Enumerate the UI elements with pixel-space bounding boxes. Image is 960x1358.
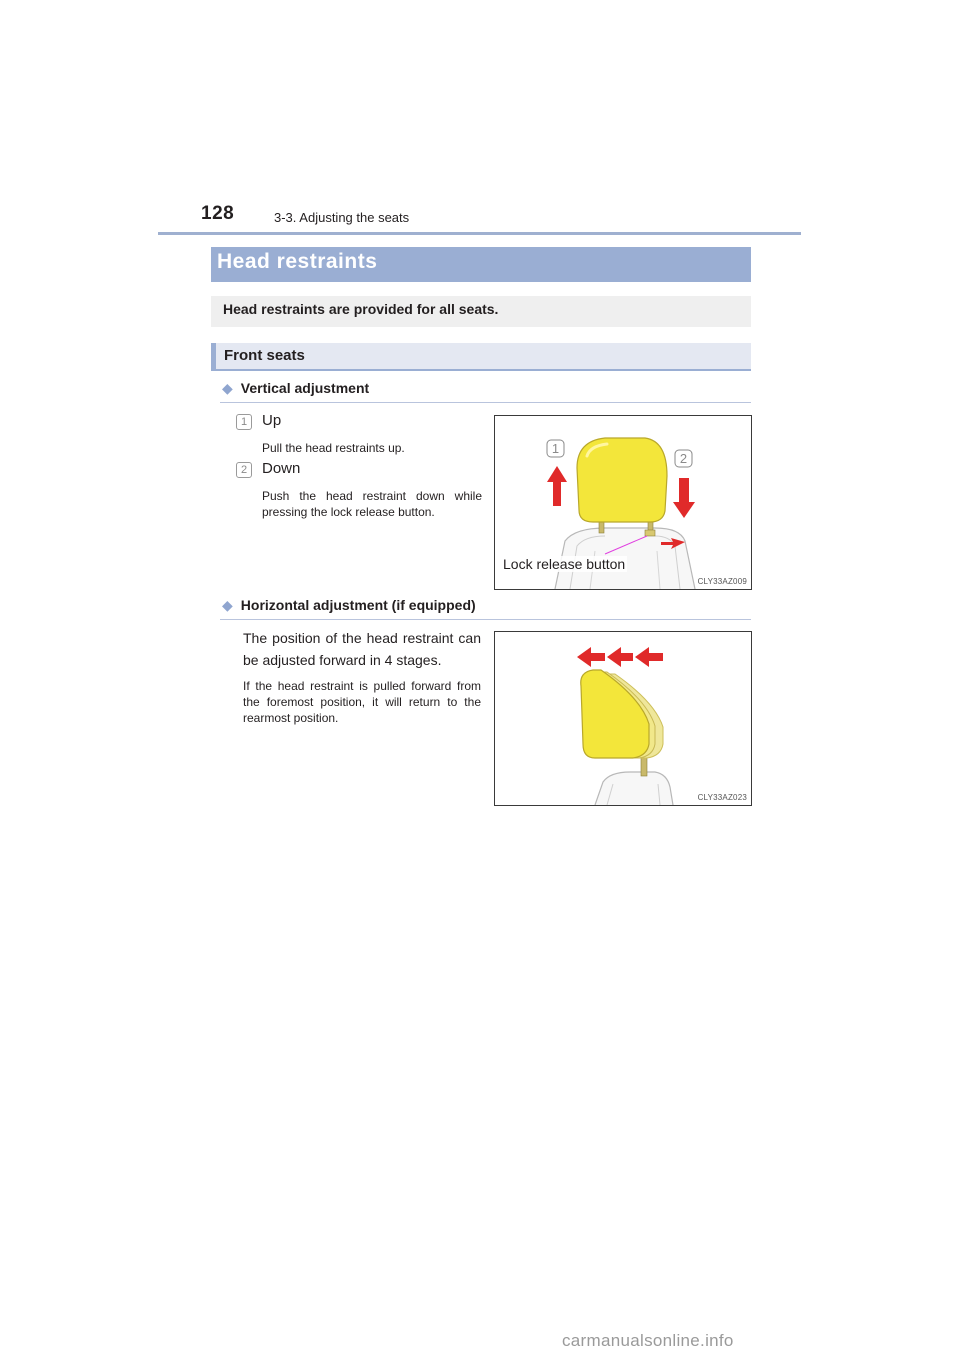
step-label-up: Up (262, 412, 282, 429)
horizontal-adjustment-body: The position of the head restraint can be adjusted forward in 4 stages. (243, 630, 481, 668)
intro-text: Head restraints are provided for all seats. (223, 301, 499, 317)
intro-band (211, 296, 751, 327)
step-label-down: Down (262, 460, 301, 477)
horizontal-adjustment-illustration (495, 632, 751, 805)
horizontal-adjustment-heading (222, 597, 476, 614)
step-desc-up: Pull the head restraints up. (262, 441, 405, 455)
section-reference: 3-3. Adjusting the seats (274, 210, 410, 225)
diamond-icon: ◆ (222, 380, 233, 396)
step-number-1: 1 (236, 414, 252, 430)
vertical-adjustment-figure (494, 415, 752, 590)
subsection-title: Front seats (224, 347, 305, 364)
diamond-icon: ◆ (222, 597, 233, 613)
header-divider (158, 232, 801, 235)
step-desc-down: Push the head restraint down while pressing the lock release button. (262, 489, 482, 519)
figure-code-2: CLY33AZ023 (697, 793, 747, 802)
vertical-adjustment-heading-text: Vertical adjustment (240, 380, 370, 396)
horizontal-adjustment-note: If the head restraint is pulled forward from the foremost position, it will return to the rearmost position. (243, 679, 481, 725)
figure-callout-2: 2 (679, 451, 688, 466)
horizontal-adjustment-heading-text: Horizontal adjustment (if equipped) (240, 597, 476, 613)
section-title: Head restraints (217, 250, 378, 273)
figure-callout-1: 1 (551, 441, 560, 456)
vertical-heading-rule (220, 402, 751, 403)
lock-release-button-label: Lock release button (503, 556, 626, 572)
step-number-2: 2 (236, 462, 252, 478)
horizontal-adjustment-figure (494, 631, 752, 806)
page-number: 128 (201, 203, 235, 224)
section-title-band (211, 247, 751, 282)
watermark: carmanualsonline.info (562, 1331, 734, 1350)
horizontal-heading-rule (220, 619, 751, 620)
subsection-accent-bar (211, 343, 216, 371)
subsection-band (211, 343, 751, 371)
figure-code-1: CLY33AZ009 (697, 577, 747, 586)
vertical-adjustment-heading (222, 380, 369, 397)
